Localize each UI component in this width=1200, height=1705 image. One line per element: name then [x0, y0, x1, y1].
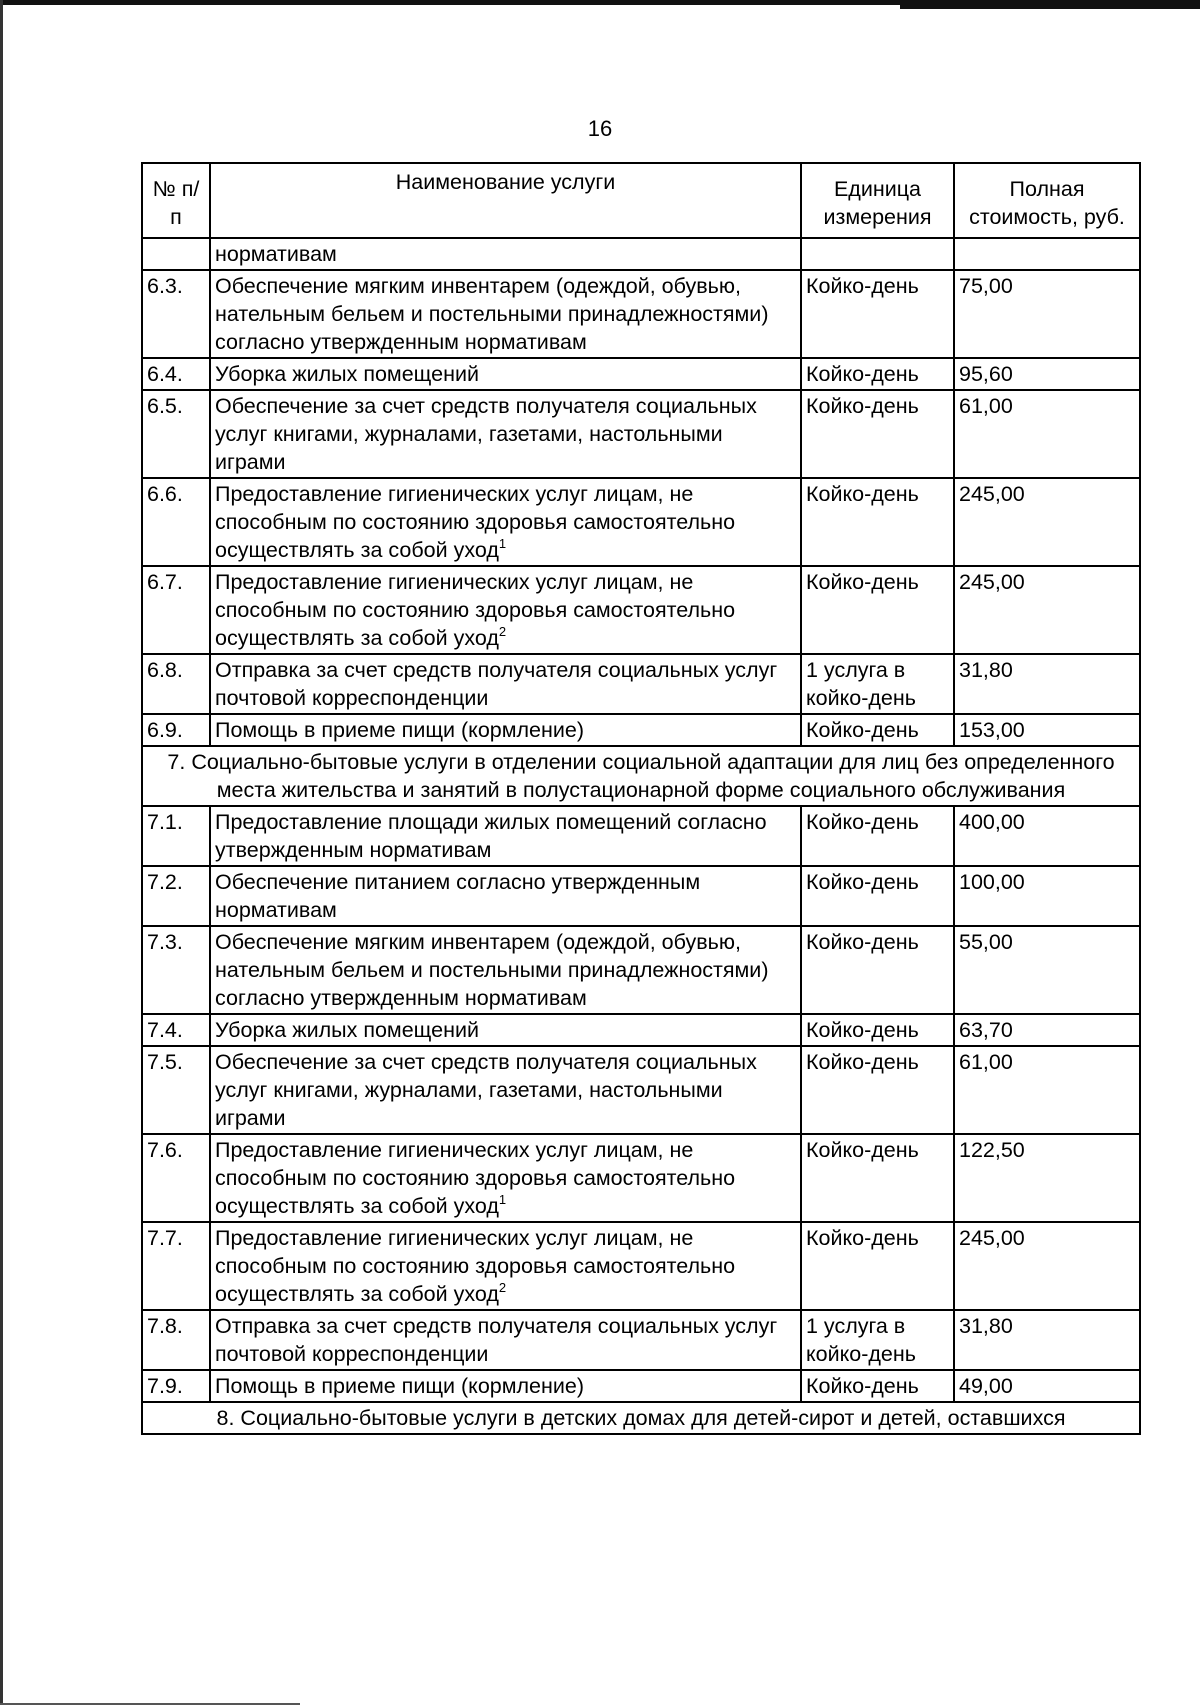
row-num: 7.2.: [142, 866, 210, 926]
row-cost: 61,00: [954, 390, 1140, 478]
service-name: Предоставление площади жилых помещений согласно утвержденным нормативам: [215, 810, 767, 862]
row-cost: 245,00: [954, 1222, 1140, 1310]
service-name: Отправка за счет средств получателя социальных услуг почтовой корреспонденции: [215, 1314, 778, 1366]
row-name: [210, 1310, 801, 1370]
header-unit: Единица измерения: [801, 163, 954, 238]
row-unit: Койко-день: [801, 1370, 954, 1402]
row-num: 6.8.: [142, 654, 210, 714]
table-row: [142, 1222, 1140, 1310]
scan-left-edge: [0, 0, 3, 1705]
row-unit: Койко-день: [801, 806, 954, 866]
page-number: 16: [587, 116, 613, 141]
row-unit: Койко-день: [801, 358, 954, 390]
header-name: Наименование услуги: [210, 163, 801, 238]
table-row: [142, 566, 1140, 654]
service-name: Обеспечение за счет средств получателя социальных услуг книгами, журналами, газетами, настольными играми: [215, 394, 757, 474]
row-unit: 1 услуга в койко-день: [801, 654, 954, 714]
row-unit: Койко-день: [801, 1222, 954, 1310]
service-name: Предоставление гигиенических услуг лицам, не способным по состоянию здоровья самостоятельно осуществлять за собой уход: [215, 482, 736, 562]
row-cost: 100,00: [954, 866, 1140, 926]
row-num: 6.7.: [142, 566, 210, 654]
service-name: Помощь в приеме пищи (кормление): [215, 718, 585, 742]
row-cost: 245,00: [954, 478, 1140, 566]
scan-top-edge: [900, 5, 1200, 9]
row-name: [210, 926, 801, 1014]
row-num: 7.7.: [142, 1222, 210, 1310]
row-num: 6.5.: [142, 390, 210, 478]
table-header-row: [142, 163, 1140, 238]
row-cost: 55,00: [954, 926, 1140, 1014]
row-unit: Койко-день: [801, 566, 954, 654]
table-row: [142, 1134, 1140, 1222]
row-name: [210, 358, 801, 390]
service-name: Обеспечение мягким инвентарем (одеждой, обувью, нательным бельем и постельными принадлежностями) согласно утвержденным нормативам: [215, 274, 769, 354]
footnote-mark: 2: [498, 1280, 507, 1295]
row-name: [210, 270, 801, 358]
row-num: 6.4.: [142, 358, 210, 390]
table-row: [142, 926, 1140, 1014]
row-cost: 61,00: [954, 1046, 1140, 1134]
row-cost: 400,00: [954, 806, 1140, 866]
table-row: [142, 270, 1140, 358]
row-name: [210, 806, 801, 866]
row-unit: Койко-день: [801, 714, 954, 746]
service-name: Обеспечение питанием согласно утвержденным нормативам: [215, 870, 701, 922]
row-num: 7.5.: [142, 1046, 210, 1134]
footnote-mark: 1: [498, 1192, 507, 1207]
section-title: 7. Социально-бытовые услуги в отделении социальной адаптации для лиц без определенного места жительства и занятий в полустационарной форме социального обслуживания: [142, 746, 1140, 806]
row-unit: Койко-день: [801, 1014, 954, 1046]
row-cost: 245,00: [954, 566, 1140, 654]
row-name: [210, 390, 801, 478]
row-num: 7.8.: [142, 1310, 210, 1370]
row-name: [210, 1222, 801, 1310]
row-name: [210, 1046, 801, 1134]
header-cost: Полная стоимость, руб.: [954, 163, 1140, 238]
service-name: Обеспечение за счет средств получателя социальных услуг книгами, журналами, газетами, настольными играми: [215, 1050, 757, 1130]
row-unit: Койко-день: [801, 478, 954, 566]
service-name: Уборка жилых помещений: [215, 1018, 479, 1042]
row-name: [210, 1134, 801, 1222]
row-name: нормативам: [210, 238, 801, 270]
row-unit: Койко-день: [801, 270, 954, 358]
row-num: 7.9.: [142, 1370, 210, 1402]
row-name: [210, 866, 801, 926]
row-num: 7.3.: [142, 926, 210, 1014]
table-row: [142, 866, 1140, 926]
service-name: Уборка жилых помещений: [215, 362, 479, 386]
row-name: [210, 714, 801, 746]
row-cost: 49,00: [954, 1370, 1140, 1402]
row-num: 6.3.: [142, 270, 210, 358]
row-unit: Койко-день: [801, 1134, 954, 1222]
service-name: Помощь в приеме пищи (кормление): [215, 1374, 585, 1398]
row-num: 6.6.: [142, 478, 210, 566]
table-row: [142, 478, 1140, 566]
service-name: Предоставление гигиенических услуг лицам, не способным по состоянию здоровья самостоятельно осуществлять за собой уход: [215, 1226, 736, 1306]
row-unit: 1 услуга в койко-день: [801, 1310, 954, 1370]
row-cost: 63,70: [954, 1014, 1140, 1046]
service-name: Отправка за счет средств получателя социальных услуг почтовой корреспонденции: [215, 658, 778, 710]
row-cost: 31,80: [954, 654, 1140, 714]
row-cost: 122,50: [954, 1134, 1140, 1222]
row-cost: 31,80: [954, 1310, 1140, 1370]
row-unit: Койко-день: [801, 926, 954, 1014]
row-unit: Койко-день: [801, 866, 954, 926]
row-cost: 153,00: [954, 714, 1140, 746]
row-unit: Койко-день: [801, 1046, 954, 1134]
table-row: [142, 358, 1140, 390]
section-7-header: [142, 746, 1140, 806]
row-name: [210, 566, 801, 654]
footnote-mark: 1: [498, 536, 507, 551]
table-row: [142, 1046, 1140, 1134]
row-cost: [954, 238, 1140, 270]
service-name: Предоставление гигиенических услуг лицам, не способным по состоянию здоровья самостоятельно осуществлять за собой уход: [215, 570, 736, 650]
services-price-table: [141, 162, 1141, 1435]
row-num: 6.9.: [142, 714, 210, 746]
service-name: Обеспечение мягким инвентарем (одеждой, обувью, нательным бельем и постельными принадлежностями) согласно утвержденным нормативам: [215, 930, 769, 1010]
row-cost: 75,00: [954, 270, 1140, 358]
row-num: 7.1.: [142, 806, 210, 866]
row-name: [210, 478, 801, 566]
row-name: [210, 654, 801, 714]
table-row: [142, 1310, 1140, 1370]
row-num: 7.4.: [142, 1014, 210, 1046]
row-num: 7.6.: [142, 1134, 210, 1222]
section-title: 8. Социально-бытовые услуги в детских домах для детей-сирот и детей, оставшихся: [142, 1402, 1140, 1434]
header-num: № п/п: [142, 163, 210, 238]
section-8-header: [142, 1402, 1140, 1434]
table-row: [142, 806, 1140, 866]
continuation-row: [142, 238, 1140, 270]
row-name: [210, 1014, 801, 1046]
table-row: [142, 714, 1140, 746]
table-row: [142, 1014, 1140, 1046]
service-name: Предоставление гигиенических услуг лицам, не способным по состоянию здоровья самостоятельно осуществлять за собой уход: [215, 1138, 736, 1218]
row-cost: 95,60: [954, 358, 1140, 390]
footnote-mark: 2: [498, 624, 507, 639]
row-name: [210, 1370, 801, 1402]
table-row: [142, 1370, 1140, 1402]
row-unit: [801, 238, 954, 270]
row-unit: Койко-день: [801, 390, 954, 478]
table-row: [142, 390, 1140, 478]
row-num: [142, 238, 210, 270]
table-row: [142, 654, 1140, 714]
